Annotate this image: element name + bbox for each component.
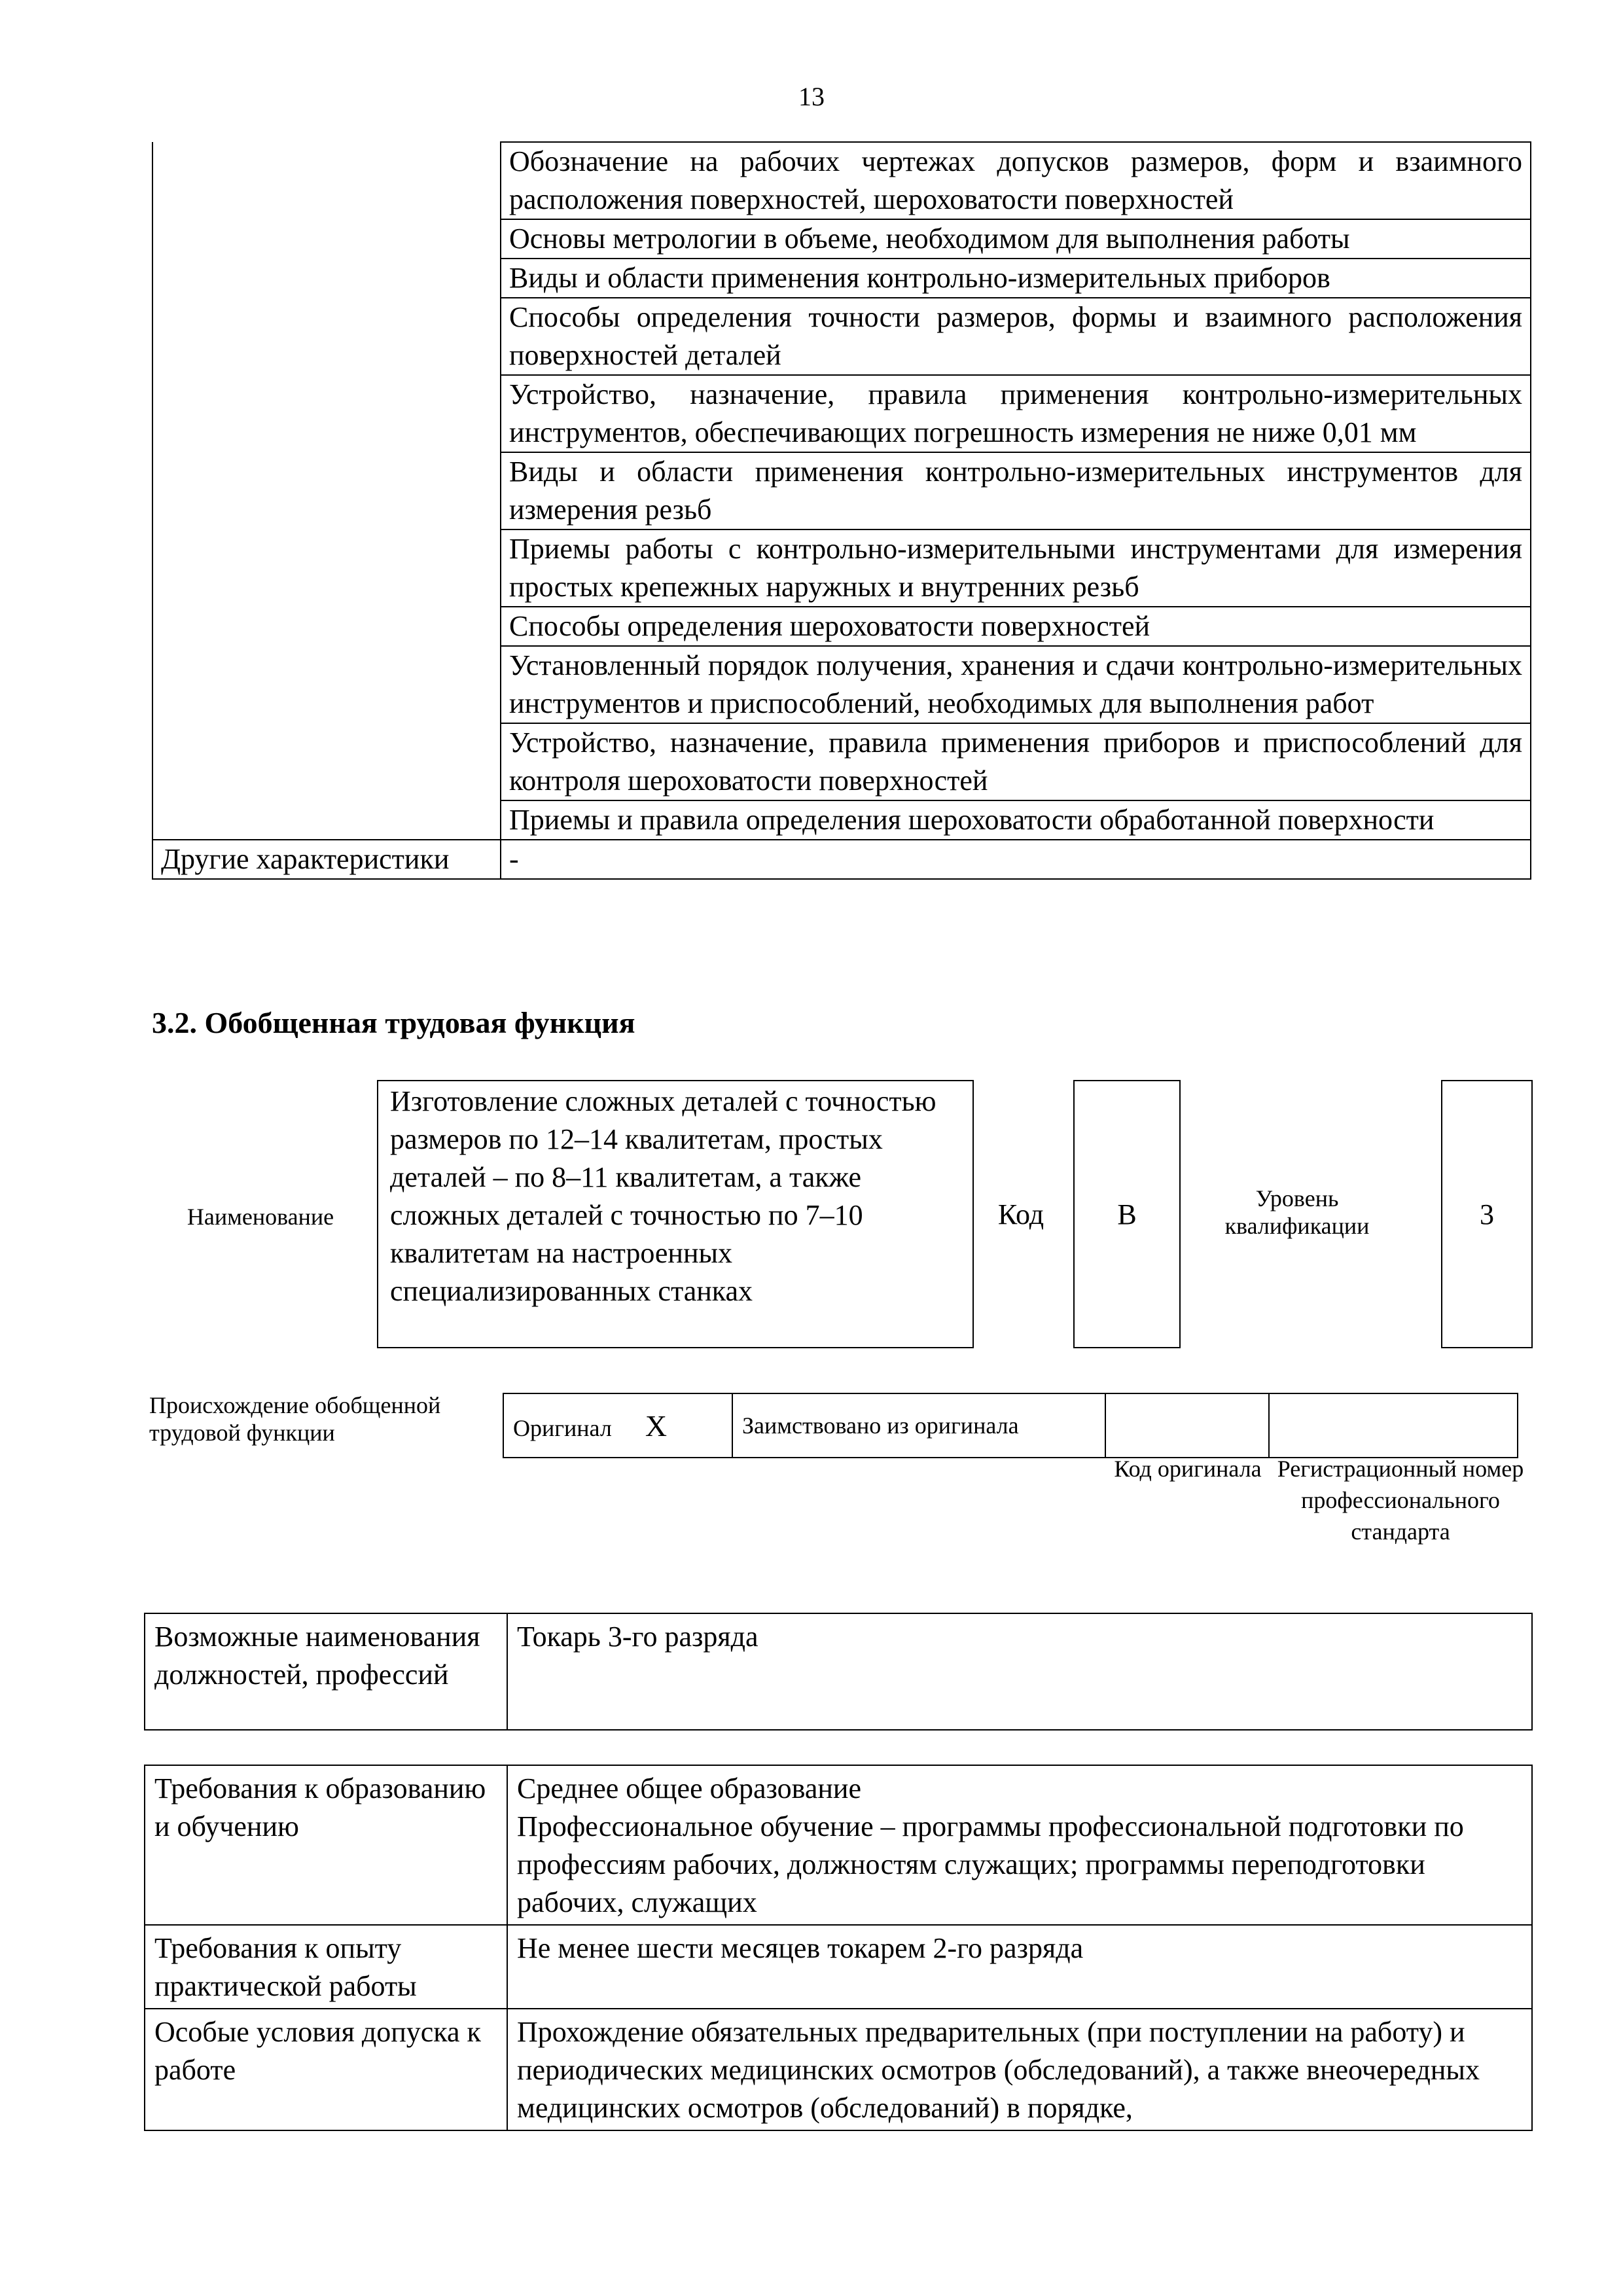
code-original-caption: Код оригинала — [1114, 1456, 1262, 1482]
page-number: 13 — [798, 82, 825, 111]
reg-number-cell — [1269, 1393, 1518, 1458]
admission-label: Особые условия допуска к работе — [145, 2009, 507, 2130]
borrowed-label: Заимствовано из оригинала — [732, 1393, 1105, 1458]
knowledge-row: Обозначение на рабочих чертежах допусков размеров, форм и взаимного расположения поверхностей, шероховатости поверхностей — [501, 142, 1531, 219]
section-heading: 3.2. Обобщенная трудовая функция — [152, 1006, 635, 1039]
original-mark: X — [645, 1408, 668, 1443]
reg-number-caption: Регистрационный номер профессионального стандарта — [1277, 1456, 1524, 1545]
level-label: Уровень квалификации — [1224, 1185, 1370, 1239]
knowledge-row: Основы метрологии в объеме, необходимом для выполнения работы — [501, 219, 1531, 259]
knowledge-row: Приемы и правила определения шероховатости обработанной поверхности — [501, 800, 1531, 840]
positions-label: Возможные наименования должностей, профессий — [145, 1613, 507, 1730]
knowledge-row: Установленный порядок получения, хранения и сдачи контрольно-измерительных инструментов и приспособлений, необходимых для выполнения работ — [501, 646, 1531, 723]
origin-label: Происхождение обобщенной трудовой функции — [149, 1392, 441, 1446]
code-value: B — [1073, 1080, 1181, 1348]
positions-table — [144, 1613, 1533, 1731]
other-characteristics-label: Другие характеристики — [152, 840, 501, 879]
knowledge-table — [152, 141, 1531, 880]
name-label: Наименование — [187, 1204, 334, 1230]
education-label: Требования к образованию и обучению — [145, 1765, 507, 1925]
origin-table — [503, 1393, 1518, 1458]
level-value: 3 — [1441, 1080, 1533, 1348]
knowledge-row: Способы определения шероховатости поверхностей — [501, 607, 1531, 646]
original-label: Оригинал — [513, 1414, 612, 1441]
knowledge-row: Виды и области применения контрольно-измерительных приборов — [501, 259, 1531, 298]
admission-value: Прохождение обязательных предварительных (при поступлении на работу) и периодических медицинских осмотров (обследований), а также внеочередных медицинских осмотров (обследований) в порядке, — [507, 2009, 1532, 2130]
code-label: Код — [997, 1198, 1044, 1230]
code-original-cell — [1105, 1393, 1269, 1458]
name-value: Изготовление сложных деталей с точностью размеров по 12–14 квалитетам, простых деталей – по 8–11 квалитетам, а также сложных деталей с точностью по 7–10 квалитетам на настроенных специализированных станках — [377, 1080, 974, 1348]
knowledge-row: Виды и области применения контрольно-измерительных инструментов для измерения резьб — [501, 452, 1531, 529]
requirements-table — [144, 1765, 1533, 2131]
experience-label: Требования к опыту практической работы — [145, 1925, 507, 2009]
knowledge-row: Приемы работы с контрольно-измерительными инструментами для измерения простых крепежных наружных и внутренних резьб — [501, 529, 1531, 607]
education-line: Среднее общее образование — [517, 1772, 862, 1804]
education-line: Профессиональное обучение – программы профессиональной подготовки по профессиям рабочих, должностям служащих; программы переподготовки рабочих, служащих — [517, 1810, 1464, 1918]
knowledge-row: Способы определения точности размеров, формы и взаимного расположения поверхностей деталей — [501, 298, 1531, 375]
positions-value: Токарь 3-го разряда — [507, 1613, 1532, 1730]
experience-value: Не менее шести месяцев токарем 2-го разряда — [507, 1925, 1532, 2009]
knowledge-row: Устройство, назначение, правила применения приборов и приспособлений для контроля шероховатости поверхностей — [501, 723, 1531, 800]
other-characteristics-value: - — [501, 840, 1531, 879]
knowledge-row: Устройство, назначение, правила применения контрольно-измерительных инструментов, обеспечивающих погрешность измерения не ниже 0,01 мм — [501, 375, 1531, 452]
